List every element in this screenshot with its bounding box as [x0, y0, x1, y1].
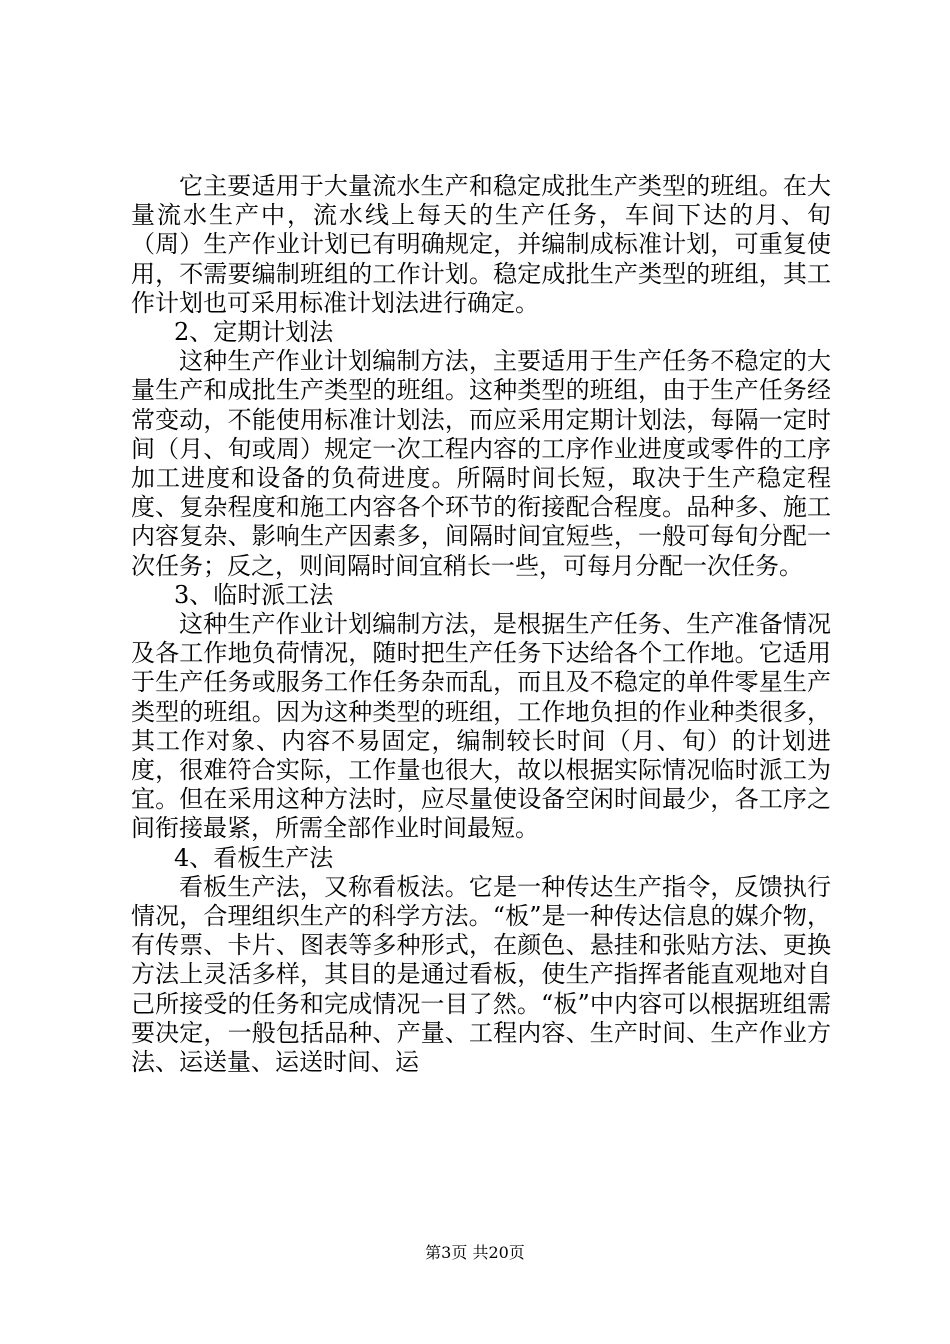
heading-periodic-plan: 2、定期计划法 [174, 318, 334, 347]
paragraph-kanban: 看板生产法，又称看板法。它是一种传达生产指令，反馈执行情况，合理组织生产的科学方法。“板”是一种传达信息的媒介物，有传票、卡片、图表等多种形式，在颜色、悬挂和张贴方法、更换方法上灵活多样，其目的是通过看板，使生产指挥者能直观地对自己所接受的任务和完成情况一目了然。“板”中内容可以根据班组需要决定，一般包括品种、产量、工程内容、生产时间、生产作业方法、运送量、运送时间、运 [131, 872, 831, 1077]
paragraph-temporary-dispatch: 这种生产作业计划编制方法，是根据生产任务、生产准备情况及各工作地负荷情况，随时把生产任务下达给各个工作地。它适用于生产任务或服务工作任务杂而乱，而且及不稳定的单件零星生产类型的班组。因为这种类型的班组，工作地负担的作业种类很多，其工作对象、内容不易固定，编制较长时间（月、旬）的计划进度，很难符合实际，工作量也很大，故以根据实际情况临时派工为宜。但在采用这种方法时，应尽量使设备空闲时间最少，各工序之间衔接最紧，所需全部作业时间最短。 [131, 610, 831, 843]
document-body [131, 172, 831, 1077]
paragraph-periodic-plan: 这种生产作业计划编制方法，主要适用于生产任务不稳定的大量生产和成批生产类型的班组。这种类型的班组，由于生产任务经常变动，不能使用标准计划法，而应采用定期计划法，每隔一定时间（月、旬或周）规定一次工程内容的工序作业进度或零件的工序加工进度和设备的负荷进度。所隔时间长短，取决于生产稳定程度、复杂程度和施工内容各个环节的衔接配合程度。品种多、施工内容复杂、影响生产因素多，间隔时间宜短些，一般可每旬分配一次任务；反之，则间隔时间宜稍长一些，可每月分配一次任务。 [131, 347, 831, 580]
heading-temporary-dispatch: 3、临时派工法 [174, 580, 334, 609]
heading-kanban: 4、看板生产法 [174, 843, 334, 872]
paragraph-standard-plan-usage: 它主要适用于大量流水生产和稳定成批生产类型的班组。在大量流水生产中，流水线上每天的生产任务，车间下达的月、旬（周）生产作业计划已有明确规定，并编制成标准计划，可重复使用，不需要编制班组的工作计划。稳定成批生产类型的班组，其工作计划也可采用标准计划法进行确定。 [131, 172, 831, 317]
page-number-footer: 第3页 共20页 [425, 1243, 525, 1262]
